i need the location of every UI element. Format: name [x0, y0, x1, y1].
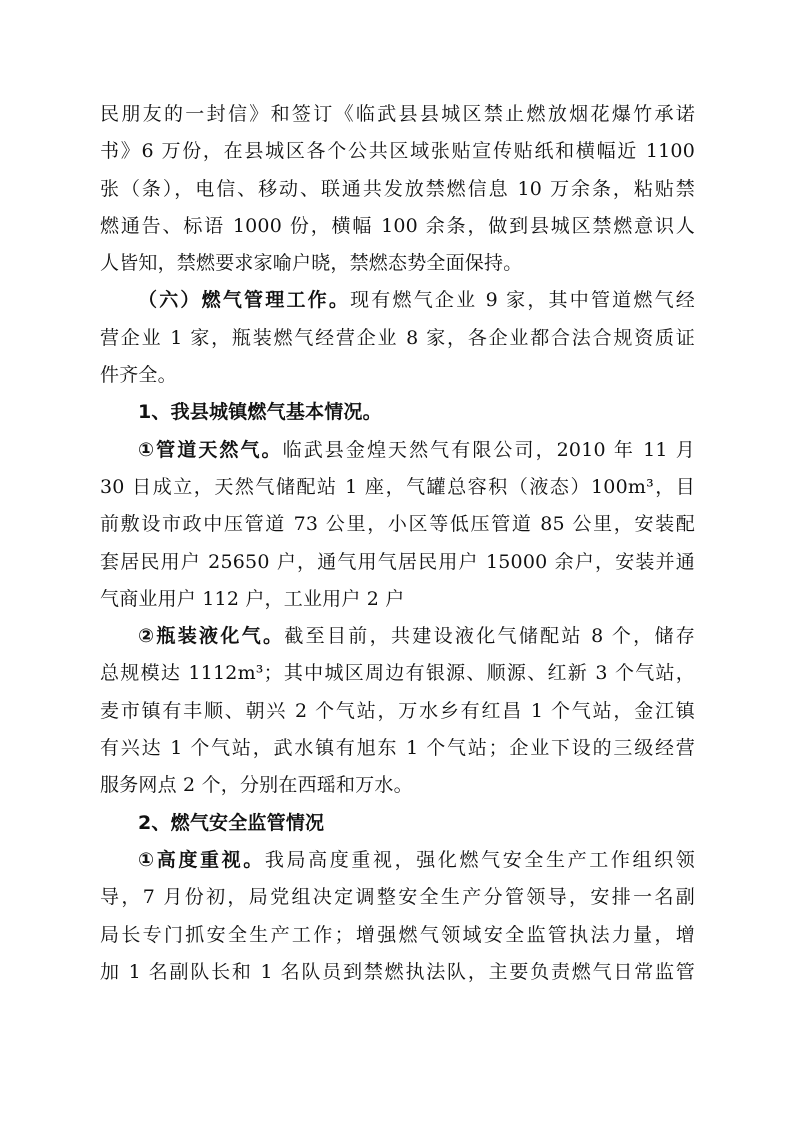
item-heading-pipeline-gas: ①管道天然气。: [138, 438, 283, 461]
text-span: 我局高度重视，强化燃气安全生产工作组织领: [264, 848, 695, 871]
text-line: 有兴达 1 个气站，武水镇有旭东 1 个气站；企业下设的三级经营: [100, 737, 695, 760]
text-span: 现有燃气企业 9 家，其中管道燃气经: [350, 289, 695, 312]
text-line: 加 1 名副队长和 1 名队员到禁燃执法队，主要负责燃气日常监管: [100, 960, 695, 983]
paragraph-gas-management: [100, 282, 695, 394]
text-line: 套居民用户 25650 户，通气用气居民用户 15000 余户，安装并通: [100, 550, 695, 573]
document-page: [100, 96, 695, 991]
text-line: 营企业 1 家，瓶装燃气经营企业 8 家，各企业都合法合规资质证: [100, 326, 695, 349]
subheading-basic-situation: 1、我县城镇燃气基本情况。: [138, 401, 382, 424]
item-heading-bottled-lpg: ②瓶装液化气。: [138, 625, 285, 648]
text-line: 总规模达 1112m³；其中城区周边有银源、顺源、红新 3 个气站，: [100, 662, 695, 685]
text-line: 麦市镇有丰顺、朝兴 2 个气站，万水乡有红昌 1 个气站，金江镇: [100, 699, 695, 722]
subheading-safety-supervision: 2、燃气安全监管情况: [138, 811, 325, 834]
text-line: 导，7 月份初，局党组决定调整安全生产分管领导，安排一名副: [100, 886, 695, 909]
paragraph-pipeline-gas: [100, 432, 695, 618]
text-line: 前敷设市政中压管道 73 公里，小区等低压管道 85 公里，安装配: [100, 513, 695, 536]
text-line: 30 日成立，天然气储配站 1 座，气罐总容积（液态）100m³，目: [100, 475, 695, 498]
paragraph-fireworks-publicity: [100, 96, 695, 282]
text-line: 张（条），电信、移动、联通共发放禁燃信息 10 万余条，粘贴禁: [100, 177, 695, 200]
text-line: [100, 842, 695, 879]
text-line: 民朋友的一封信》和签订《临武县县城区禁止燃放烟花爆竹承诺: [100, 103, 695, 125]
text-line: [100, 432, 695, 469]
text-line: 人皆知，禁燃要求家喻户晓，禁燃态势全面保持。: [100, 252, 523, 275]
text-line: 局长专门抓安全生产工作；增强燃气领域安全监管执法力量，增: [100, 923, 695, 946]
text-line: 书》6 万份，在县城区各个公共区域张贴宣传贴纸和横幅近 1100: [100, 140, 695, 163]
text-span: 截至目前，共建设液化气储配站 8 个，储存: [284, 625, 695, 648]
text-line: 燃通告、标语 1000 份，横幅 100 余条，做到县城区禁燃意识人: [100, 214, 695, 237]
text-line: 件齐全。: [100, 364, 177, 387]
text-line: 服务网点 2 个，分别在西瑶和万水。: [100, 774, 413, 797]
item-heading-high-priority: ①高度重视。: [138, 848, 265, 871]
text-span: 临武县金煌天然气有限公司，2010 年 11 月: [282, 438, 695, 461]
text-line: [100, 282, 695, 319]
text-line: [100, 618, 695, 655]
paragraph-high-priority: [100, 842, 695, 991]
section-heading-six: （六）燃气管理工作。: [138, 289, 351, 312]
text-line: 气商业用户 112 户，工业用户 2 户: [100, 587, 405, 610]
paragraph-bottled-lpg: [100, 618, 695, 804]
